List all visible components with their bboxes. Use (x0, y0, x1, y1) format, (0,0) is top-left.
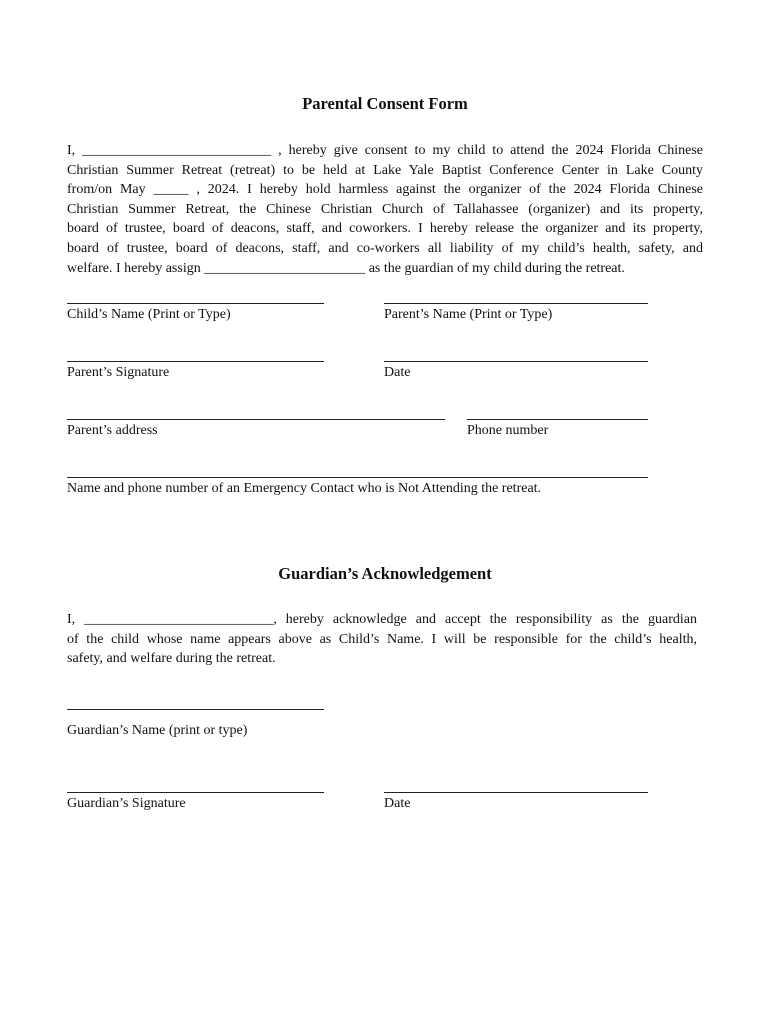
emergency-contact-field[interactable] (67, 476, 648, 497)
parent-name-label: Parent’s Name (Print or Type) (384, 307, 553, 322)
date-field[interactable] (384, 360, 648, 381)
guardian-paragraph (67, 610, 697, 669)
guardian-date-label: Date (384, 796, 411, 811)
parent-address-label: Parent’s address (67, 423, 158, 438)
consent-line: I, ___________________________ , hereby give consent to my child to attend the 2024 Florida Chinese (67, 143, 703, 158)
parent-signature-field[interactable] (67, 360, 324, 381)
emergency-contact-label: Name and phone number of an Emergency Contact who is Not Attending the retreat. (67, 481, 542, 496)
consent-line: from/on May _____ , 2024. I hereby hold harmless against the organizer of the 2024 Florida Chinese (67, 182, 703, 198)
child-name-label: Child’s Name (Print or Type) (67, 307, 231, 322)
consent-form-title: Parental Consent Form (302, 94, 468, 113)
date-label: Date (384, 365, 411, 380)
phone-number-label: Phone number (467, 423, 549, 438)
guardian-line: of the child whose name appears above as Child’s Name. I will be responsible for the child’s health, (67, 631, 697, 647)
guardian-date-field[interactable] (384, 791, 648, 812)
consent-line: welfare. I hereby assign _______________________ as the guardian of my child during the retreat. (67, 260, 625, 276)
date-line[interactable] (384, 360, 648, 362)
consent-line: board of trustee, board of deacons, staff, and coworkers. I hereby release the organizer and its property, (67, 221, 703, 237)
guardian-signature-field[interactable] (67, 791, 324, 812)
guardian-date-line[interactable] (384, 791, 648, 793)
guardian-signature-label: Guardian’s Signature (67, 796, 186, 811)
guardian-name-field[interactable] (67, 708, 324, 739)
guardian-acknowledgement-title: Guardian’s Acknowledgement (278, 564, 492, 583)
guardian-name-label: Guardian’s Name (print or type) (67, 723, 248, 738)
guardian-line: I, ___________________________, hereby acknowledge and accept the responsibility as the guardian (67, 612, 697, 627)
child-name-field[interactable] (67, 302, 324, 323)
guardian-signature-line[interactable] (67, 791, 324, 793)
consent-paragraph (67, 141, 703, 278)
parent-signature-line[interactable] (67, 360, 324, 362)
emergency-contact-line[interactable] (67, 476, 648, 478)
parent-name-field[interactable] (384, 302, 648, 323)
phone-number-line[interactable] (467, 418, 648, 420)
child-name-line[interactable] (67, 302, 324, 304)
parent-signature-label: Parent’s Signature (67, 365, 170, 380)
consent-line: board of trustee, board of deacons, staff, and co-workers all liability of my child’s health, safety, and (67, 240, 703, 256)
guardian-name-line[interactable] (67, 708, 324, 710)
parent-address-field[interactable] (67, 418, 445, 439)
phone-number-field[interactable] (467, 418, 648, 439)
guardian-line: safety, and welfare during the retreat. (67, 651, 276, 667)
consent-line: Christian Summer Retreat (retreat) to be held at Lake Yale Baptist Conference Center in Lake County (67, 162, 703, 178)
parent-name-line[interactable] (384, 302, 648, 304)
parent-address-line[interactable] (67, 418, 445, 420)
consent-line: Christian Summer Retreat, the Chinese Christian Church of Tallahassee (organizer) and its property, (67, 201, 703, 217)
